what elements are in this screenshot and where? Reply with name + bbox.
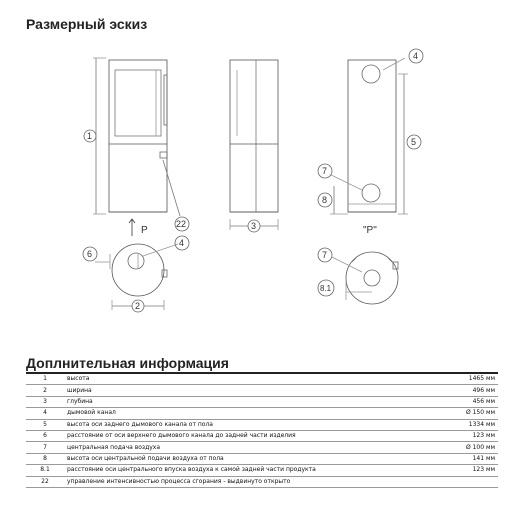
table-row bbox=[26, 419, 498, 430]
spec-number: 5 bbox=[26, 419, 64, 430]
callout-8 bbox=[318, 193, 332, 207]
bottom-view-p bbox=[332, 252, 398, 304]
spec-number: 6 bbox=[26, 430, 64, 441]
callout-8-1 bbox=[318, 280, 334, 296]
svg-text:4: 4 bbox=[179, 238, 185, 248]
svg-text:22: 22 bbox=[176, 219, 187, 229]
callout-4-top bbox=[175, 236, 189, 250]
spec-description: ширина bbox=[64, 385, 442, 396]
spec-description: центральная подача воздуха bbox=[64, 442, 442, 453]
spec-description: дымовой канал bbox=[64, 408, 442, 419]
svg-text:4: 4 bbox=[413, 51, 419, 61]
callout-3 bbox=[248, 220, 260, 232]
spec-number: 7 bbox=[26, 442, 64, 453]
spec-value: Ø 100 мм bbox=[442, 442, 498, 453]
callout-4-rear bbox=[409, 49, 423, 63]
svg-text:1: 1 bbox=[87, 131, 93, 141]
table-row bbox=[26, 373, 498, 385]
table-row bbox=[26, 385, 498, 396]
view-p-arrow-label: P bbox=[141, 225, 148, 236]
spec-value: 141 мм bbox=[442, 453, 498, 464]
svg-text:7: 7 bbox=[322, 250, 328, 260]
callout-2 bbox=[132, 300, 144, 312]
table-row bbox=[26, 430, 498, 441]
callout-7-rear bbox=[318, 164, 332, 178]
rear-view bbox=[325, 58, 408, 214]
callout-1 bbox=[84, 130, 96, 142]
table-row bbox=[26, 396, 498, 407]
page-title: Размерный эскиз bbox=[26, 16, 148, 32]
spec-description: расстояние от оси верхнего дымового канала до задней части изделия bbox=[64, 430, 442, 441]
svg-text:3: 3 bbox=[251, 221, 257, 231]
svg-text:6: 6 bbox=[87, 249, 93, 259]
table-row bbox=[26, 465, 498, 476]
info-title: Доплнительная информация bbox=[26, 355, 229, 371]
spec-description: высота оси центральной подачи воздуха от пола bbox=[64, 453, 442, 464]
spec-number: 8.1 bbox=[26, 465, 64, 476]
spec-value: 123 мм bbox=[442, 465, 498, 476]
view-p-title: "P" bbox=[363, 225, 377, 236]
svg-text:5: 5 bbox=[411, 137, 417, 147]
side-view bbox=[230, 60, 278, 230]
spec-description: управление интенсивностью процесса сгорания - выдвинуто открыто bbox=[64, 476, 442, 487]
spec-value: 496 мм bbox=[442, 385, 498, 396]
spec-description: высота bbox=[64, 373, 442, 385]
spec-number: 22 bbox=[26, 476, 64, 487]
table-row bbox=[26, 408, 498, 419]
table-row bbox=[26, 453, 498, 464]
spec-number: 3 bbox=[26, 396, 64, 407]
spec-value: Ø 150 мм bbox=[442, 408, 498, 419]
spec-number: 1 bbox=[26, 373, 64, 385]
spec-number: 4 bbox=[26, 408, 64, 419]
callout-6 bbox=[83, 247, 97, 261]
svg-text:8: 8 bbox=[322, 195, 328, 205]
callout-7-bottom bbox=[318, 248, 332, 262]
spec-description: расстояние оси центрального впуска воздуха к самой задней части продукта bbox=[64, 465, 442, 476]
front-view bbox=[93, 58, 180, 236]
spec-description: высота оси заднего дымового канала от пола bbox=[64, 419, 442, 430]
spec-description: глубина bbox=[64, 396, 442, 407]
callout-22 bbox=[175, 217, 189, 231]
specs-table bbox=[26, 372, 498, 488]
spec-value: 1334 мм bbox=[442, 419, 498, 430]
table-row bbox=[26, 442, 498, 453]
spec-value: 123 мм bbox=[442, 430, 498, 441]
callout-5 bbox=[407, 135, 421, 149]
svg-text:7: 7 bbox=[322, 166, 328, 176]
spec-number: 8 bbox=[26, 453, 64, 464]
spec-value bbox=[442, 476, 498, 487]
spec-value: 1465 мм bbox=[442, 373, 498, 385]
table-row bbox=[26, 476, 498, 487]
spec-number: 2 bbox=[26, 385, 64, 396]
svg-text:2: 2 bbox=[135, 301, 141, 311]
svg-text:8.1: 8.1 bbox=[320, 284, 332, 293]
spec-value: 456 мм bbox=[442, 396, 498, 407]
